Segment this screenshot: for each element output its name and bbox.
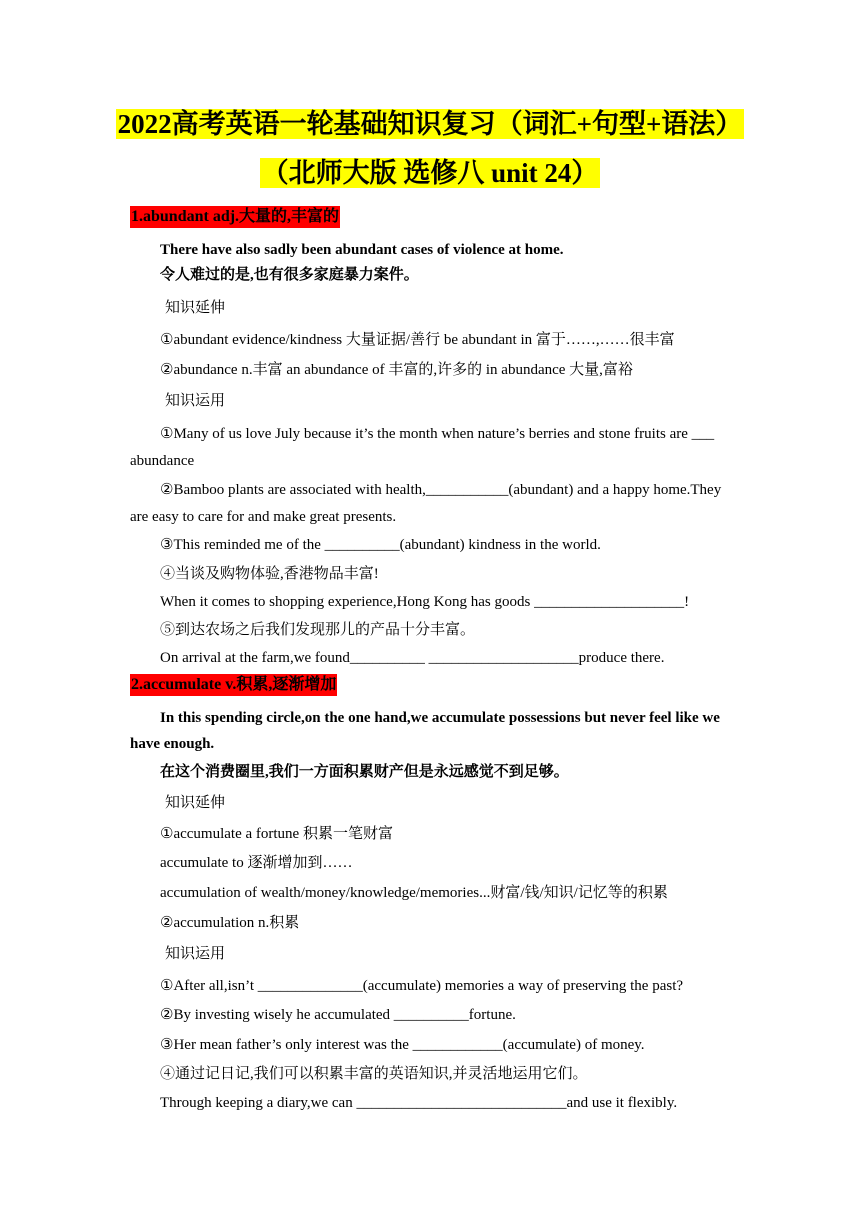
section2-q4-zh: ④通过记日记,我们可以积累丰富的英语知识,并灵活地运用它们。 [160,1066,588,1082]
section2-q3: ③Her mean father’s only interest was the ____________(accumulate) of money. [160,1037,645,1053]
section1-q4-en: When it comes to shopping experience,Hong Kong has goods ____________________! [160,594,690,610]
section1-ext2: ②abundance n.丰富 an abundance of 丰富的,许多的 in abundance 大量,富裕 [160,362,633,378]
section1-ext1: ①abundant evidence/kindness 大量证据/善行 be abundant in 富于……,……很丰富 [160,332,675,348]
section1-q2: ②Bamboo plants are associated with health,___________(abundant) and a happy home.They are easy to care for and make great presents. [130,482,722,525]
section1-heading: 1.abundant adj.大量的,丰富的 [130,206,340,228]
section2-q4-en: Through keeping a diary,we can ____________________________and use it flexibly. [160,1095,678,1111]
document-title: 2022高考英语一轮基础知识复习（词汇+句型+语法） [117,109,743,139]
section1-ext-label: 知识延伸 [165,298,226,316]
section2-ext2: accumulate to 逐渐增加到…… [160,855,353,871]
section1-example-zh: 令人难过的是,也有很多家庭暴力案件。 [160,267,419,283]
title-line-2 [0,155,860,191]
section2-ext1: ①accumulate a fortune 积累一笔财富 [160,826,393,842]
section1-use-label: 知识运用 [165,391,226,409]
section2-use-label: 知识运用 [165,944,226,962]
section1-q4-zh: ④当谈及购物体验,香港物品丰富! [160,566,379,582]
section1-q5-en: On arrival at the farm,we found__________ ____________________produce there. [160,650,665,666]
section2-ext-label: 知识延伸 [165,793,226,811]
section1-q1: ①Many of us love July because it’s the month when nature’s berries and stone fruits are ___ abundance [130,426,715,469]
section2-ext3: accumulation of wealth/money/knowledge/memories...财富/钱/知识/记忆等的积累 [160,885,668,901]
section2-example-en: In this spending circle,on the one hand,we accumulate possessions but never feel like we have enough. [130,710,720,752]
document-subtitle: （北师大版 选修八 unit 24） [261,158,599,188]
section1-q5-zh: ⑤到达农场之后我们发现那儿的产品十分丰富。 [160,622,476,638]
section2-q2: ②By investing wisely he accumulated __________fortune. [160,1007,516,1023]
section2-ext4: ②accumulation n.积累 [160,915,300,931]
section2-example-zh: 在这个消费圈里,我们一方面积累财产但是永远感觉不到足够。 [160,764,569,780]
section2-heading: 2.accumulate v.积累,逐渐增加 [130,674,337,696]
title-line-1 [0,106,860,142]
section1-example-en: There have also sadly been abundant cases of violence at home. [160,242,564,258]
section2-q1: ①After all,isn’t ______________(accumulate) memories a way of preserving the past? [160,978,684,994]
section1-q3: ③This reminded me of the __________(abundant) kindness in the world. [160,537,601,553]
